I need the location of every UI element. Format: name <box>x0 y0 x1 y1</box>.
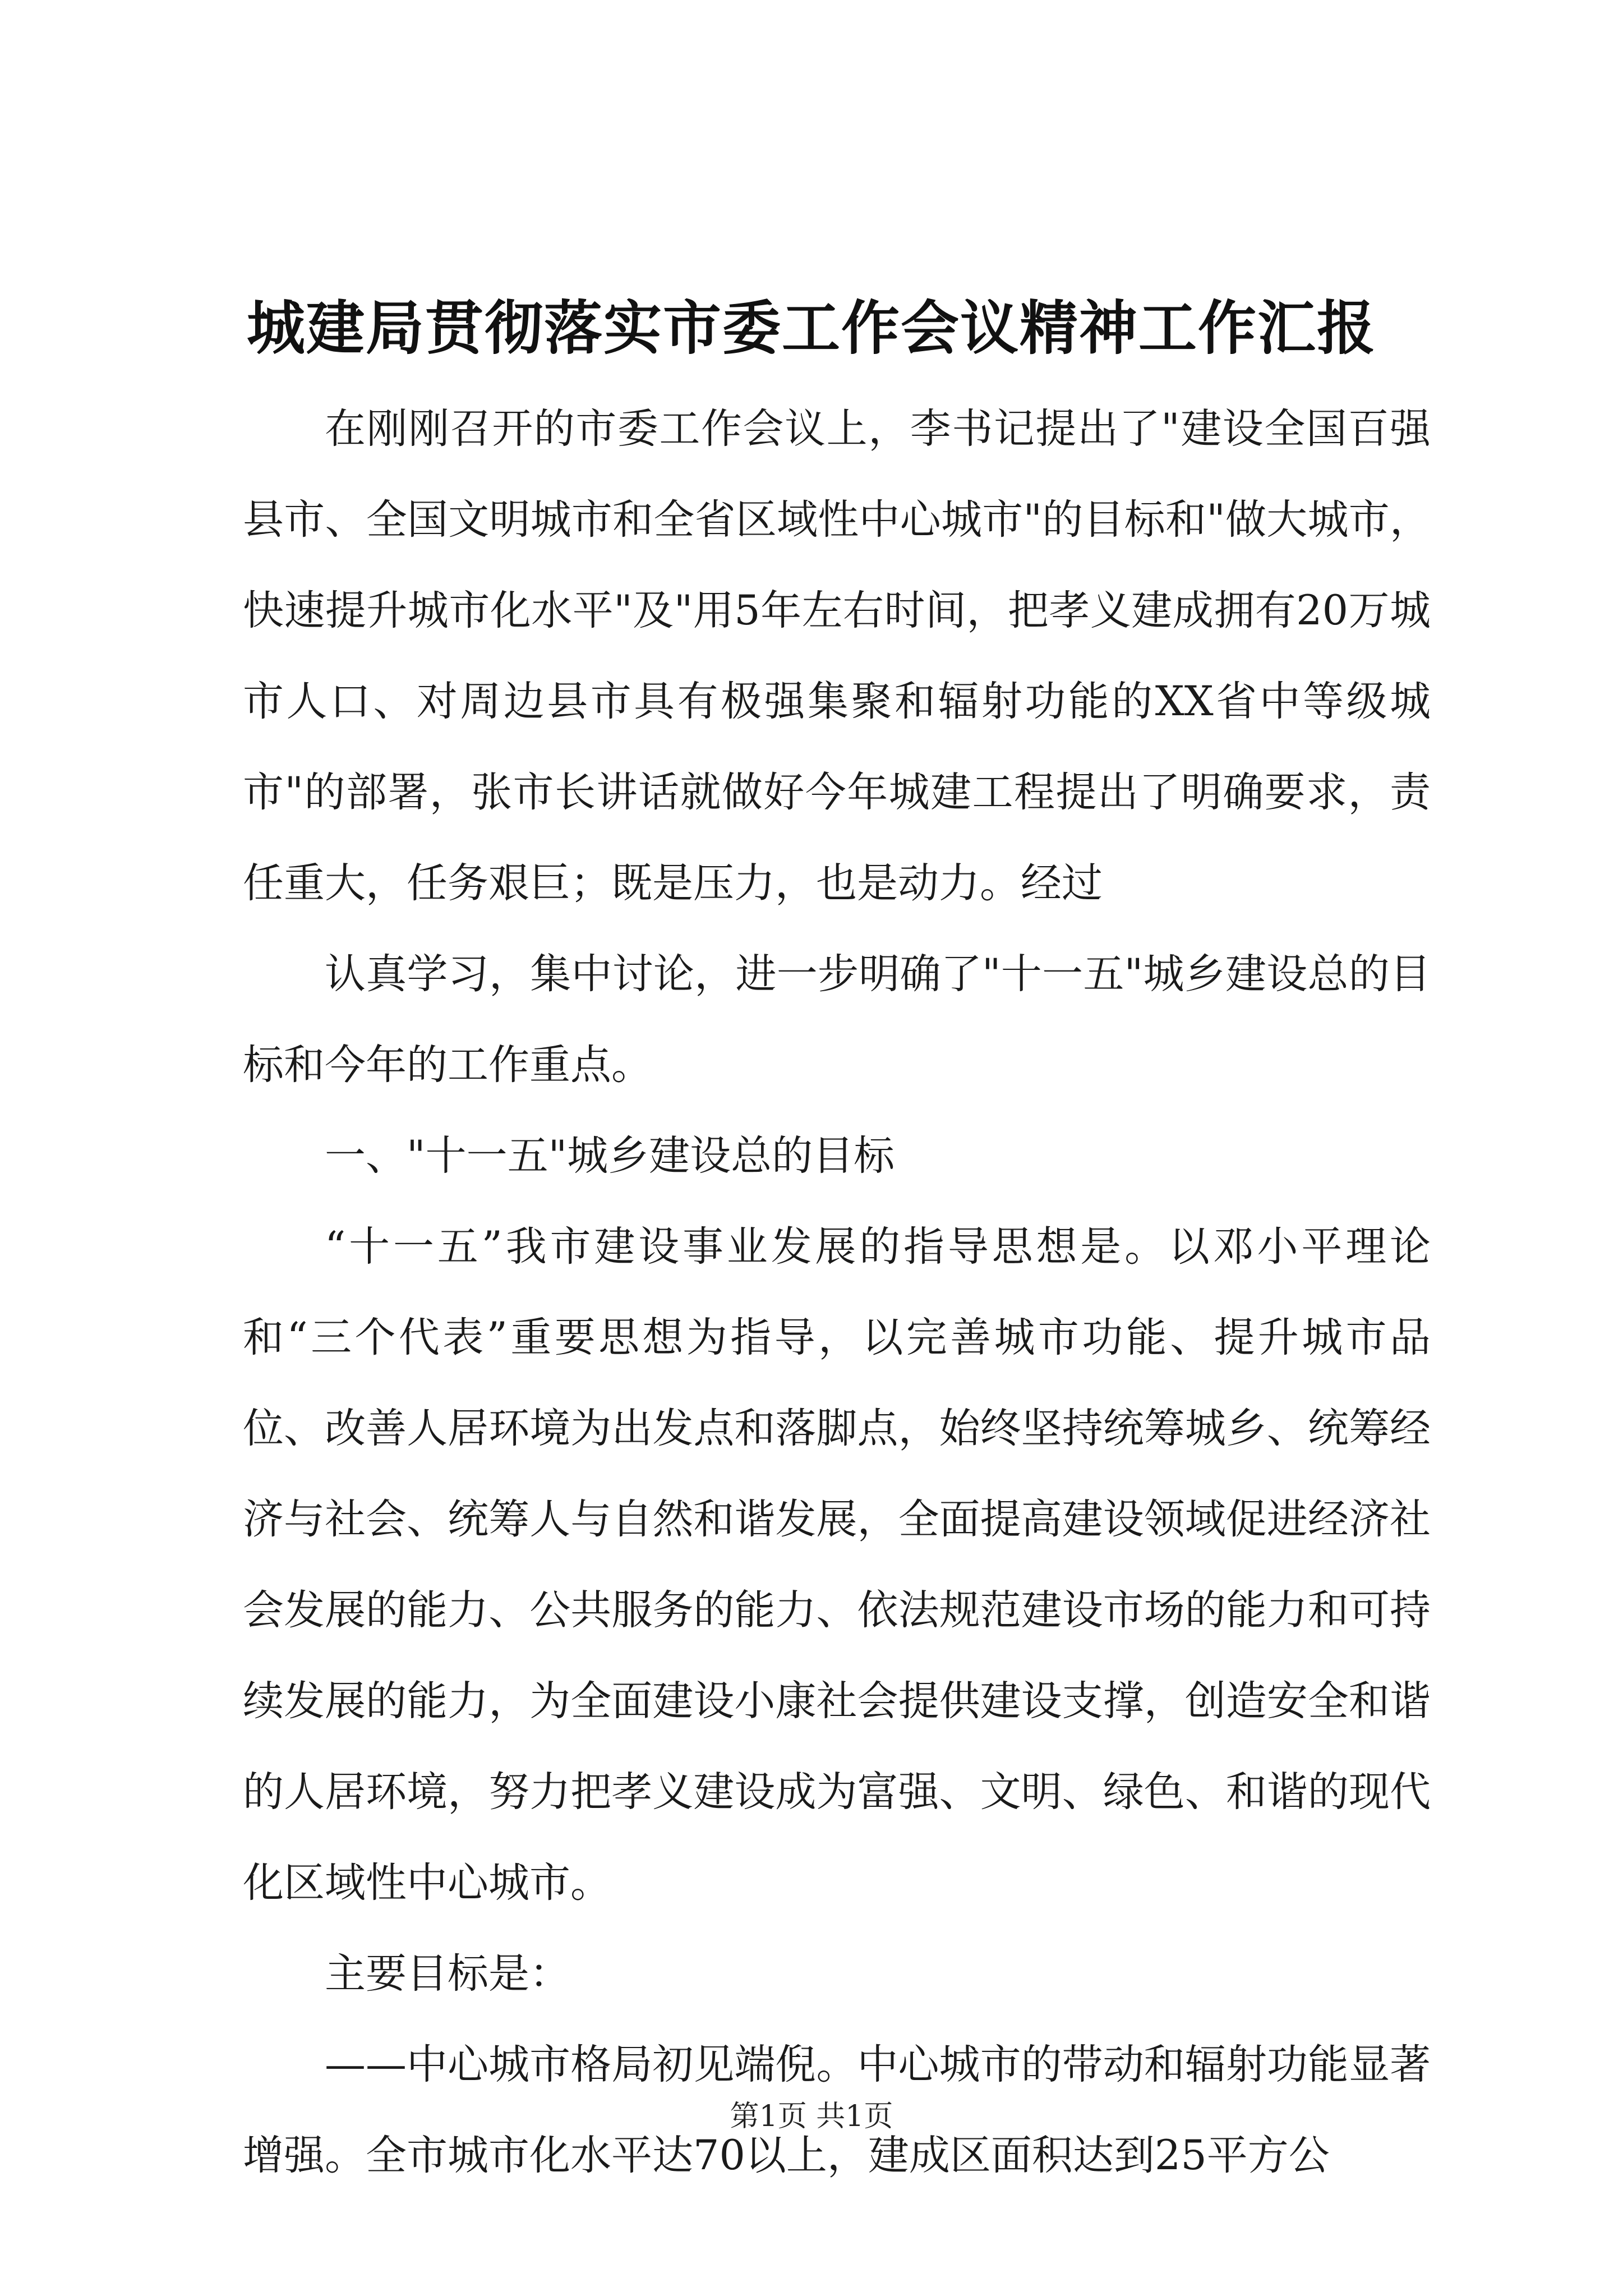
document-title: 城建局贯彻落实市委工作会议精神工作汇报 <box>246 293 1376 362</box>
paragraph-central-city: ——中心城市格局初见端倪。中心城市的带动和辐射功能显著增强。全市城市化水平达70以上，建成区面积达到25平方公 <box>243 2041 1431 2179</box>
section-heading-goals: 一、"十一五"城乡建设总的目标 <box>325 1132 895 1180</box>
paragraph-study: 认真学习，集中讨论，进一步明确了"十一五"城乡建设总的目标和今年的工作重点。 <box>243 950 1431 1089</box>
paragraph-intro: 在刚刚召开的市委工作会议上，李书记提出了"建设全国百强县市、全国文明城市和全省区域性中心城市"的目标和"做大城市，快速提升城市化水平"及"用5年左右时间，把孝义建成拥有20万城市人口、对周边县市具有极强集聚和辐射功能的XX省中等级城市"的部署，张市长讲话就做好今年城建工程提出了明确要求，责任重大，任务艰巨；既是压力，也是动力。经过 <box>243 405 1431 907</box>
paragraph-guiding-ideology: “十一五”我市建设事业发展的指导思想是。以邓小平理论和“三个代表”重要思想为指导，以完善城市功能、提升城市品位、改善人居环境为出发点和落脚点，始终坚持统筹城乡、统筹经济与社会、统筹人与自然和谐发展，全面提高建设领域促进经济社会发展的能力、公共服务的能力、依法规范建设市场的能力和可持续发展的能力，为全面建设小康社会提供建设支撑，创造安全和谐的人居环境，努力把孝义建设成为富强、文明、绿色、和谐的现代化区域性中心城市。 <box>243 1223 1431 1907</box>
paragraph-main-goals-label: 主要目标是： <box>325 1950 570 1998</box>
document-body <box>243 384 1431 2201</box>
page-footer: 第1页 共1页 <box>730 2100 893 2133</box>
